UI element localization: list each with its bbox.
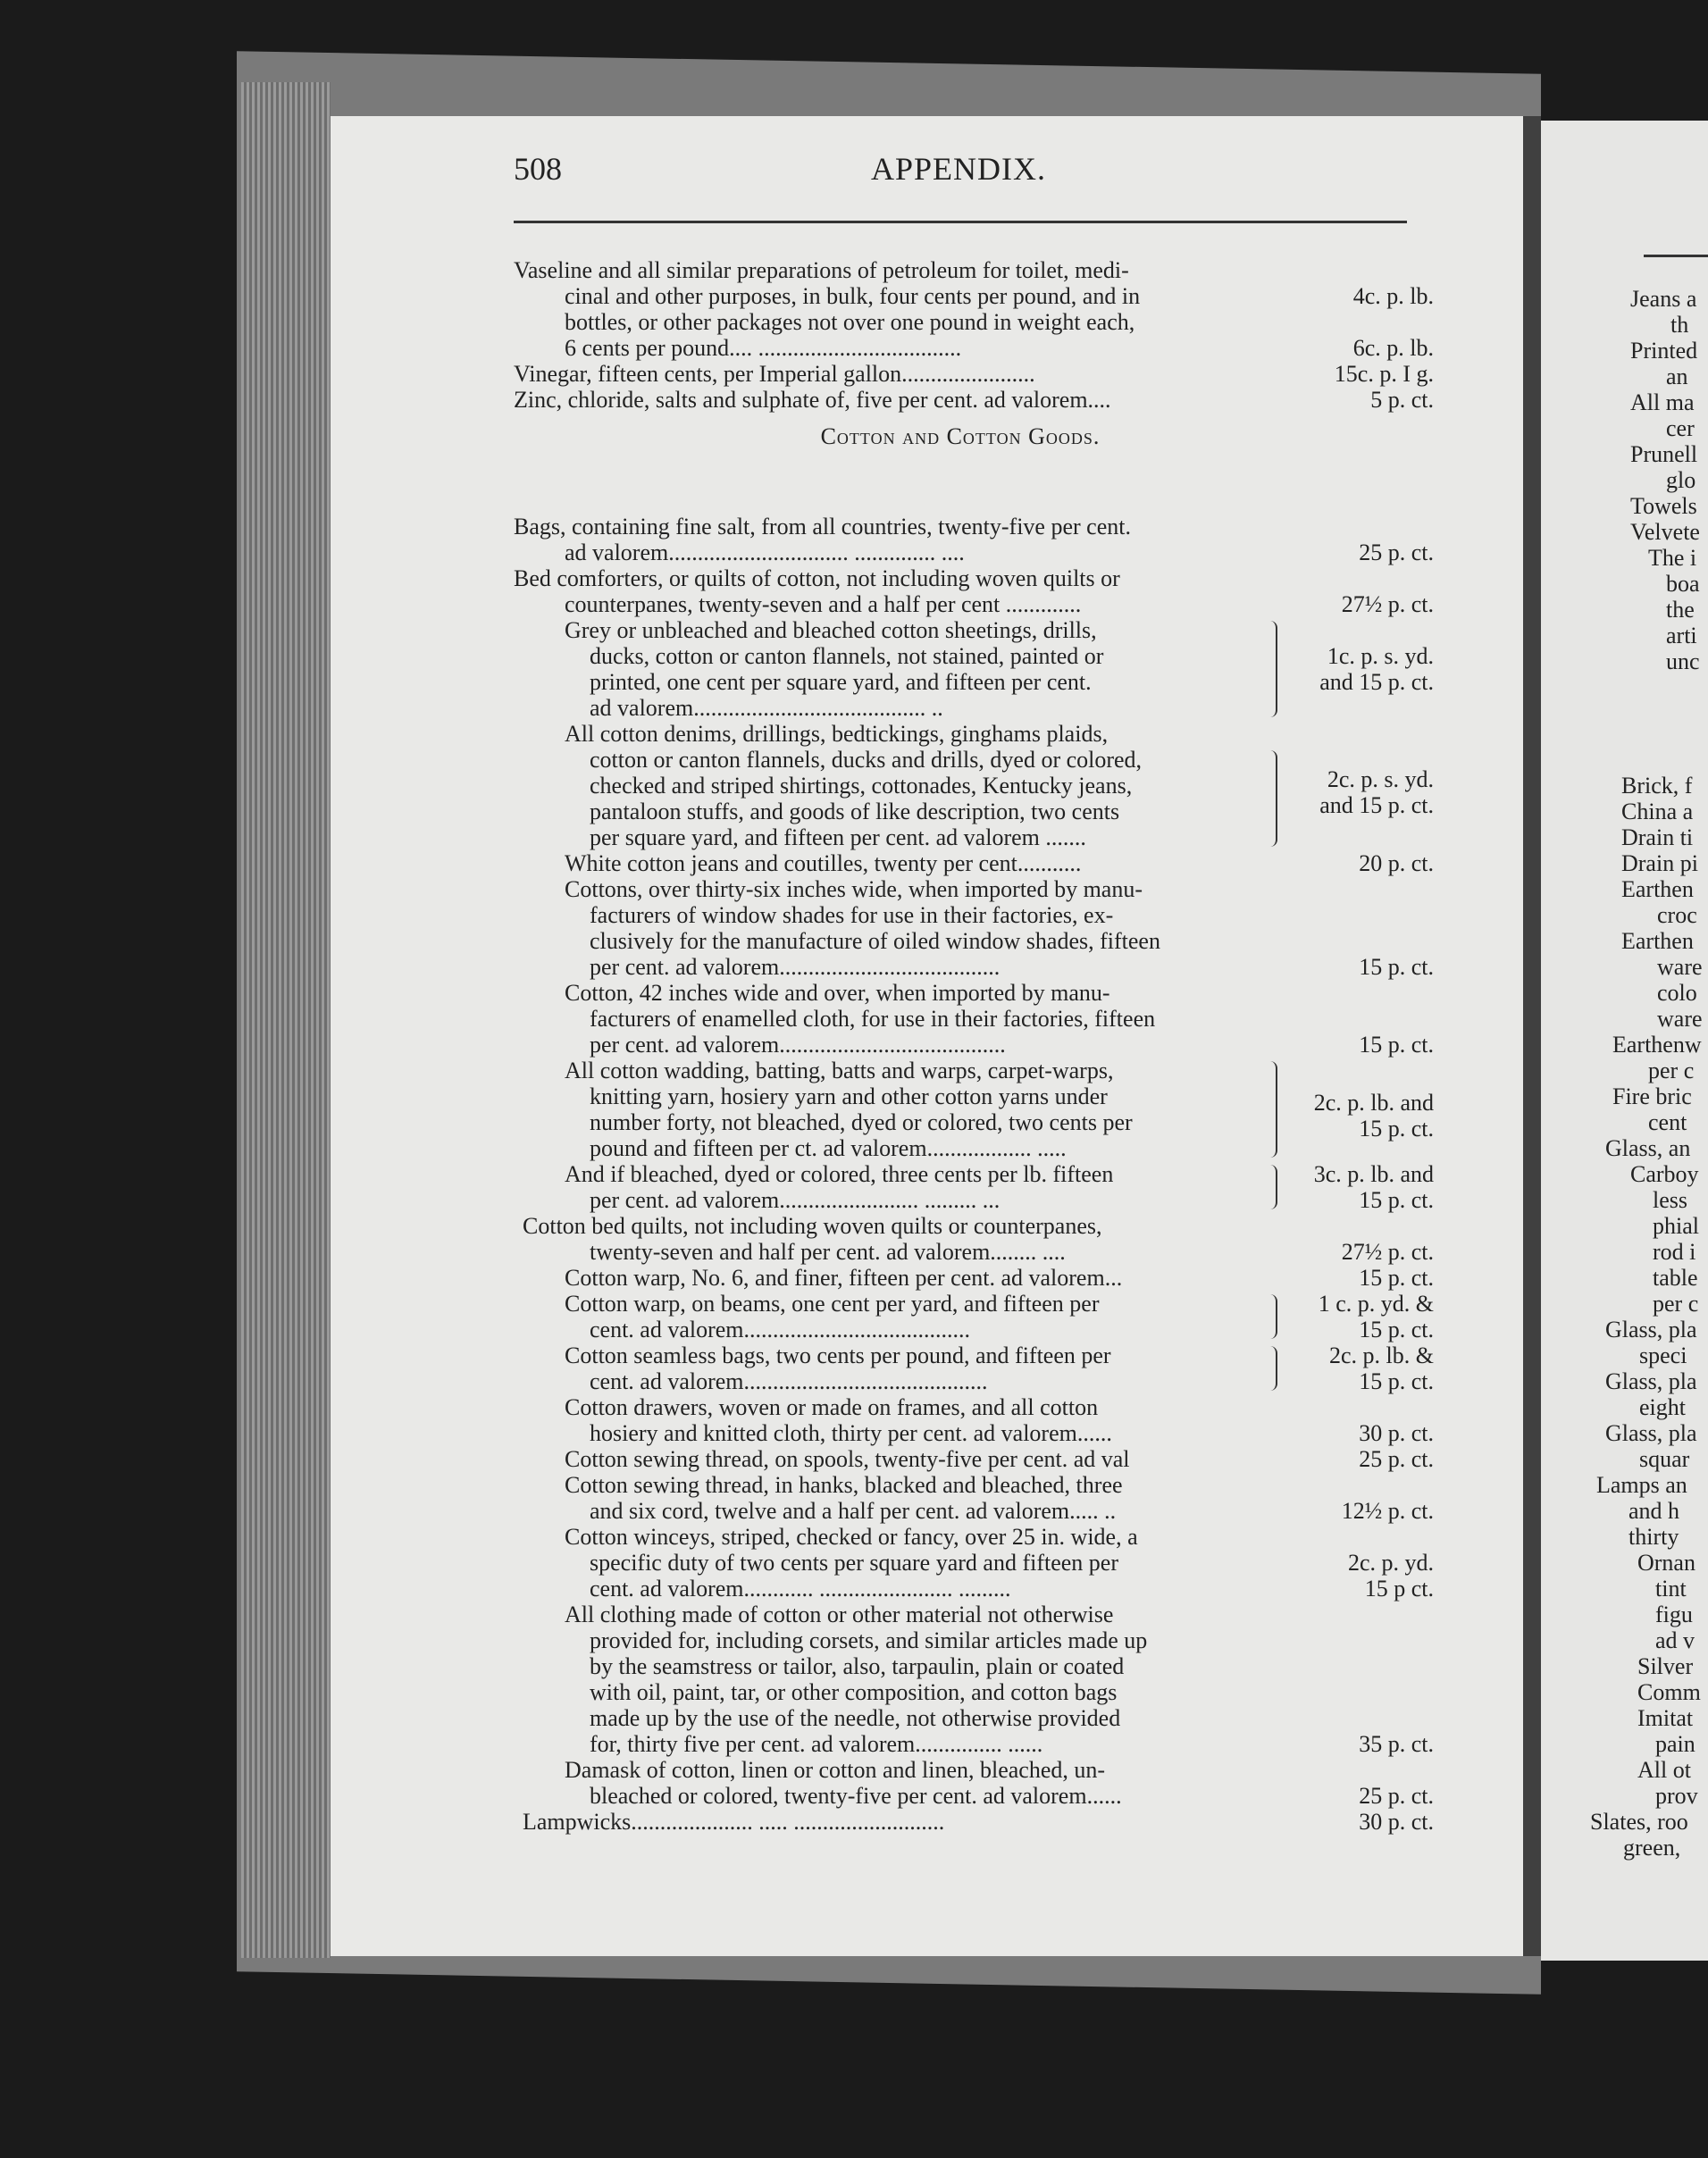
right-page-fragment: Brick, f [1621,773,1693,799]
right-page-fragment: less [1653,1187,1687,1213]
duty-rate: and 15 p. ct. [1319,669,1434,695]
right-page-fragment: figu [1655,1602,1693,1627]
duty-rate: 2c. p. lb. and [1313,1090,1434,1116]
section-title: Cotton and Cotton Goods. [820,423,1101,449]
entry-line: Zinc, chloride, salts and sulphate of, five per cent. ad valorem.... [514,387,1111,413]
entry-line: bleached or colored, twenty-five per cent. ad valorem...... [590,1783,1122,1809]
right-page-fragment: ware [1657,954,1703,980]
grouping-brace [1267,1165,1277,1209]
right-page-fragment: phial [1653,1213,1699,1239]
duty-rate: 12½ p. ct. [1341,1498,1434,1524]
right-page-fragment: Glass, pla [1605,1420,1697,1446]
right-page-fragment: Carboy [1630,1161,1699,1187]
entry-line: by the seamstress or tailor, also, tarpaulin, plain or coated [590,1653,1125,1679]
entry-line: pound and fifteen per ct. ad valorem.................. ..... [590,1135,1067,1161]
entry-line: Grey or unbleached and bleached cotton sheetings, drills, [565,617,1097,643]
duty-rate: 20 p. ct. [1359,850,1434,876]
right-page-fragment: Comm [1637,1679,1701,1705]
duty-rate: 30 p. ct. [1359,1420,1434,1446]
duty-rate: 30 p. ct. [1359,1809,1434,1835]
duty-rate: 5 p. ct. [1370,387,1434,413]
right-page-fragment: rod i [1653,1239,1696,1265]
right-page-fragment: and h [1628,1498,1680,1524]
entry-line: Cotton sewing thread, in hanks, blacked and bleached, three [565,1472,1123,1498]
duty-rate: 27½ p. ct. [1341,591,1434,617]
right-page-fragment: Earthen [1621,876,1694,902]
duty-rate: 27½ p. ct. [1341,1239,1434,1265]
grouping-brace [1267,750,1277,847]
right-page-fragment: Earthenw [1612,1032,1702,1058]
entry-line: ad valorem........................................ .. [590,695,943,721]
right-page-fragment: table [1653,1265,1698,1291]
right-page-fragment: glo [1666,467,1696,493]
entry-line: Cotton winceys, striped, checked or fancy, over 25 in. wide, a [565,1524,1138,1550]
right-page-fragment: Slates, roo [1590,1809,1688,1835]
entry-line: ad valorem............................... .............. .... [565,540,965,565]
right-page-fragment: squar [1639,1446,1690,1472]
right-page-fragment: eight [1639,1394,1686,1420]
right-page-fragment: an [1666,364,1688,389]
duty-rate: 1 c. p. yd. & [1318,1291,1434,1317]
right-page-fragment: arti [1666,623,1697,648]
right-page-fragment: green, [1623,1835,1681,1861]
entry-line: number forty, not bleached, dyed or colored, two cents per [590,1109,1133,1135]
entry-line: hosiery and knitted cloth, thirty per cent. ad valorem...... [590,1420,1112,1446]
duty-rate: 25 p. ct. [1359,1783,1434,1809]
entry-line: per cent. ad valorem........................ ......... ... [590,1187,1001,1213]
grouping-brace [1267,621,1277,717]
right-page-fragment: Velvete [1630,519,1700,545]
entry-line: provided for, including corsets, and similar articles made up [590,1627,1148,1653]
entry-line: Bags, containing fine salt, from all countries, twenty-five per cent. [514,514,1131,540]
duty-rate: 6c. p. lb. [1352,335,1434,361]
running-head: APPENDIX. [871,151,1047,187]
duty-rate: 15 p. ct. [1359,954,1434,980]
right-page-fragment: Glass, pla [1605,1368,1697,1394]
entry-line: twenty-seven and half per cent. ad valorem........ .... [590,1239,1066,1265]
right-page-fragment: China a [1621,799,1694,824]
duty-rate: 2c. p. yd. [1347,1550,1434,1576]
duty-rate: 15 p. ct. [1359,1116,1434,1142]
right-page-fragment: unc [1666,648,1700,674]
right-page-fragment: Printed [1630,338,1698,364]
entry-line: pantaloon stuffs, and goods of like description, two cents [590,799,1120,824]
duty-rate: 4c. p. lb. [1352,283,1434,309]
entry-line: knitting yarn, hosiery yarn and other cotton yarns under [590,1083,1108,1109]
right-page-fragment: speci [1639,1342,1687,1368]
entry-line: Cotton seamless bags, two cents per pound, and fifteen per [565,1342,1111,1368]
right-page-fragment: Drain ti [1621,824,1694,850]
entry-line: facturers of window shades for use in their factories, ex- [590,902,1114,928]
entry-line: Lampwicks..................... ..... .......................... [523,1809,945,1835]
entry-line: cent. ad valorem............ ....................... ......... [590,1576,1011,1602]
right-page-fragment: Ornan [1637,1550,1695,1576]
entry-line: cinal and other purposes, in bulk, four cents per pound, and in [565,283,1141,309]
entry-line: cent. ad valorem....................................... [590,1317,971,1342]
entry-line: Vaseline and all similar preparations of petroleum for toilet, medi- [514,257,1129,283]
entry-line: All clothing made of cotton or other material not otherwise [565,1602,1114,1627]
right-page-fragment: thirty [1628,1524,1679,1550]
right-page-fragment: ware [1657,1006,1703,1032]
entry-line: Vinegar, fifteen cents, per Imperial gallon....................... [514,361,1035,387]
entry-line: facturers of enamelled cloth, for use in their factories, fifteen [590,1006,1156,1032]
entry-line: made up by the use of the needle, not otherwise provided [590,1705,1121,1731]
duty-rate: 15 p ct. [1364,1576,1434,1602]
duty-rate: 2c. p. lb. & [1329,1342,1434,1368]
entry-line: Cotton warp, on beams, one cent per yard, and fifteen per [565,1291,1100,1317]
right-page-fragment: Glass, an [1605,1135,1691,1161]
right-page-fragment: the [1666,597,1695,623]
entry-line: cotton or canton flannels, ducks and drills, dyed or colored, [590,747,1143,773]
entry-line: per square yard, and fifteen per cent. ad valorem ....... [590,824,1086,850]
duty-rate: 25 p. ct. [1359,1446,1434,1472]
duty-rate: 1c. p. s. yd. [1327,643,1434,669]
grouping-brace [1267,1061,1277,1158]
right-page-fragment: Jeans a [1630,286,1697,312]
entry-line: for, thirty five per cent. ad valorem............... ...... [590,1731,1043,1757]
right-page-fragment: th [1670,312,1689,338]
entry-line: All cotton wadding, batting, batts and warps, carpet-warps, [565,1058,1114,1083]
duty-rate: 15 p. ct. [1359,1265,1434,1291]
entry-line: counterpanes, twenty-seven and a half per cent ............. [565,591,1082,617]
right-page-fragment: croc [1657,902,1697,928]
duty-rate: 2c. p. s. yd. [1327,766,1434,792]
right-page-fragment: pain [1655,1731,1695,1757]
right-page-fragment: Fire bric [1612,1083,1692,1109]
right-page-fragment: tint [1655,1576,1687,1602]
duty-rate: 3c. p. lb. and [1313,1161,1434,1187]
entry-line: cent. ad valorem.......................................... [590,1368,988,1394]
entry-line: and six cord, twelve and a half per cent. ad valorem..... .. [590,1498,1117,1524]
entry-line: Cottons, over thirty-six inches wide, when imported by manu- [565,876,1143,902]
duty-rate: 25 p. ct. [1359,540,1434,565]
right-page-fragment: Lamps an [1596,1472,1687,1498]
duty-rate: 15 p. ct. [1359,1368,1434,1394]
right-page-fragment: prov [1655,1783,1698,1809]
duty-rate: 15 p. ct. [1359,1317,1434,1342]
grouping-brace [1267,1294,1277,1339]
entry-line: Damask of cotton, linen or cotton and linen, bleached, un- [565,1757,1106,1783]
right-page-fragment: per c [1653,1291,1699,1317]
right-page-fragment: Towels [1630,493,1697,519]
grouping-brace [1267,1346,1277,1391]
right-page-fragment: cent [1648,1109,1687,1135]
right-page-fragment: ad v [1655,1627,1695,1653]
duty-rate: 15 p. ct. [1359,1032,1434,1058]
entry-line: clusively for the manufacture of oiled window shades, fifteen [590,928,1160,954]
entry-line: with oil, paint, tar, or other composition, and cotton bags [590,1679,1118,1705]
entry-line: printed, one cent per square yard, and fifteen per cent. [590,669,1092,695]
entry-line: bottles, or other packages not over one pound in weight each, [565,309,1135,335]
right-page-fragment: colo [1657,980,1697,1006]
entry-line: Cotton, 42 inches wide and over, when imported by manu- [565,980,1110,1006]
entry-line: per cent. ad valorem....................................... [590,1032,1006,1058]
entry-line: All cotton denims, drillings, bedtickings, ginghams plaids, [565,721,1109,747]
entry-line: Cotton drawers, woven or made on frames, and all cotton [565,1394,1099,1420]
right-page-fragment: All ot [1637,1757,1691,1783]
right-page-fragment: All ma [1630,389,1695,415]
entry-line: Cotton bed quilts, not including woven quilts or counterpanes, [523,1213,1102,1239]
entry-line: Cotton warp, No. 6, and finer, fifteen per cent. ad valorem... [565,1265,1123,1291]
entry-line: specific duty of two cents per square yard and fifteen per [590,1550,1118,1576]
entry-line: checked and striped shirtings, cottonades, Kentucky jeans, [590,773,1133,799]
right-page-fragment: boa [1666,571,1700,597]
right-page-fragment: The i [1648,545,1697,571]
entry-line: per cent. ad valorem...................................... [590,954,1001,980]
right-page-fragment: Earthen [1621,928,1694,954]
entry-line: Cotton sewing thread, on spools, twenty-five per cent. ad val [565,1446,1130,1472]
right-page-fragment: Drain pi [1621,850,1698,876]
entry-line: ducks, cotton or canton flannels, not stained, painted or [590,643,1104,669]
right-page-fragment: Glass, pla [1605,1317,1697,1342]
entry-line: And if bleached, dyed or colored, three cents per lb. fifteen [565,1161,1114,1187]
page-number: 508 [514,151,562,187]
entry-line: 6 cents per pound.... ................................... [565,335,962,361]
duty-rate: 35 p. ct. [1359,1731,1434,1757]
duty-rate: 15 p. ct. [1359,1187,1434,1213]
right-page-fragment: per c [1648,1058,1695,1083]
duty-rate: 15c. p. I g. [1334,361,1434,387]
entry-line: White cotton jeans and coutilles, twenty per cent........... [565,850,1082,876]
right-page-fragment: Prunell [1630,441,1698,467]
right-page-fragment: cer [1666,415,1695,441]
entry-line: Bed comforters, or quilts of cotton, not including woven quilts or [514,565,1120,591]
duty-rate: and 15 p. ct. [1319,792,1434,818]
right-page-fragment: Silver [1637,1653,1694,1679]
right-page-fragment: Imitat [1637,1705,1694,1731]
